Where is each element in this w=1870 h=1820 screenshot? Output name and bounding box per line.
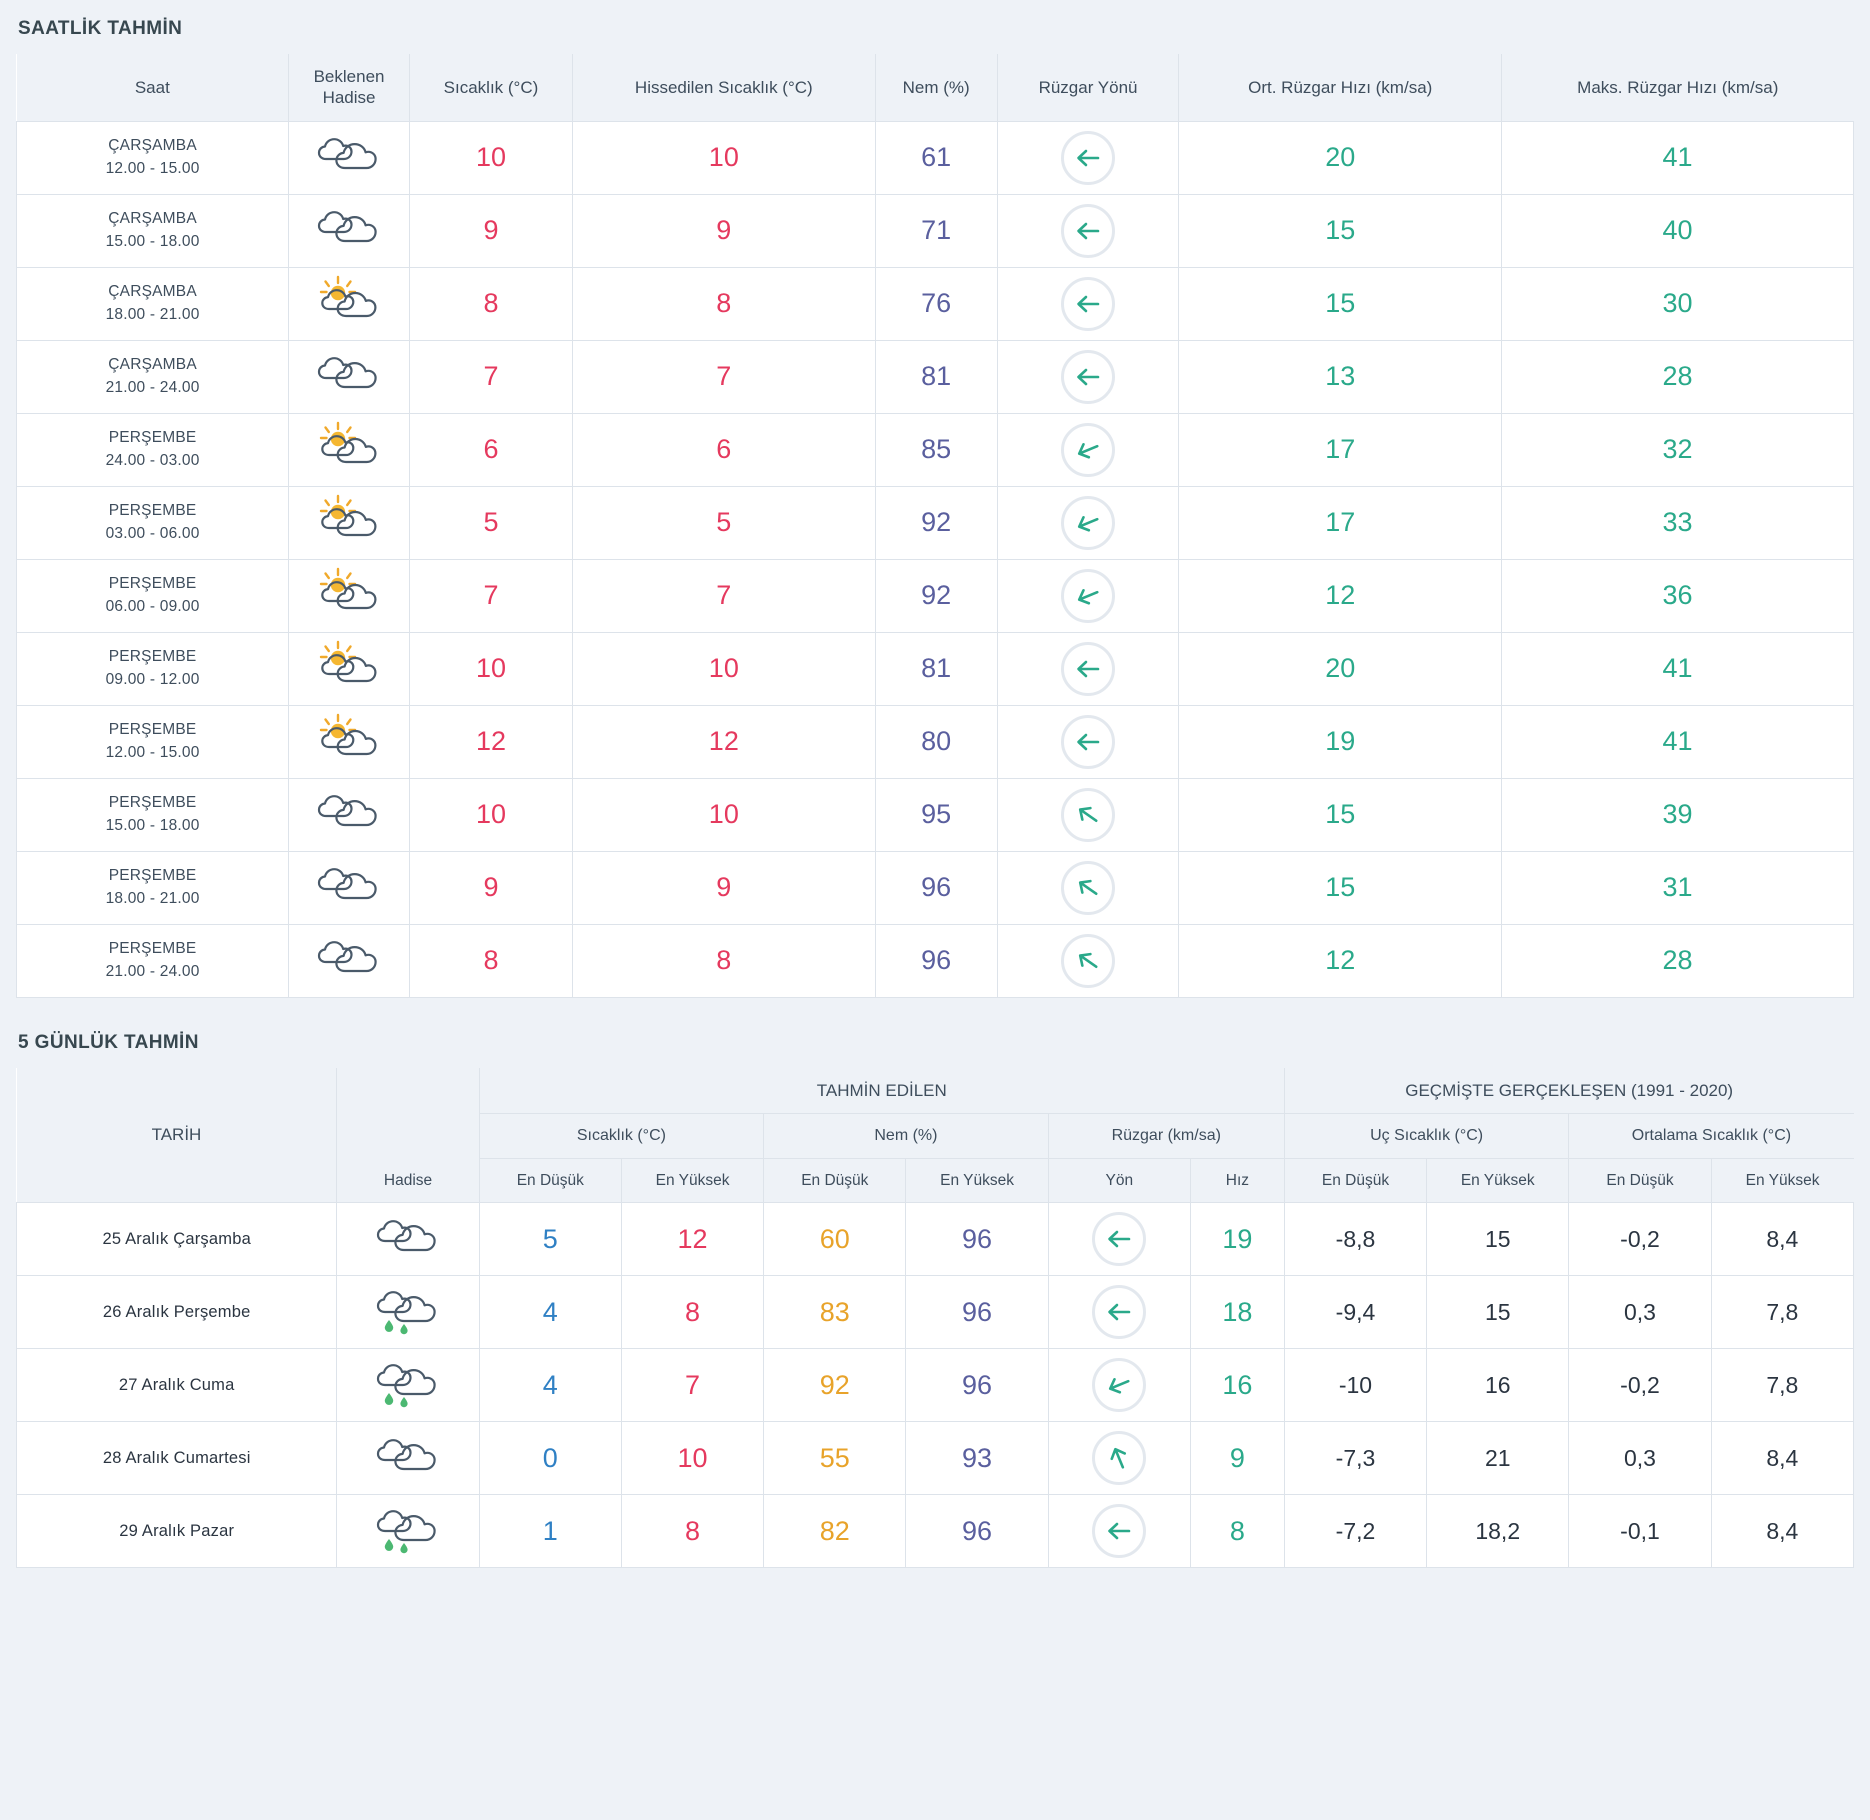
wind-direction-dial	[1092, 1212, 1146, 1266]
daily-date-cell: 26 Aralık Perşembe	[17, 1276, 337, 1349]
partly-sunny-icon	[312, 494, 386, 546]
wind-direction-dial	[1061, 642, 1115, 696]
table-row	[17, 1422, 1854, 1495]
hourly-range-label: 24.00 - 03.00	[105, 451, 200, 469]
hourly-range-label: 15.00 - 18.00	[105, 816, 200, 834]
table-row	[17, 778, 1854, 851]
header-time: Saat	[17, 54, 289, 121]
cloudy-icon	[312, 348, 386, 400]
header-temp-max: En Yüksek	[621, 1158, 763, 1202]
daily-humidity-max: 96	[906, 1203, 1048, 1276]
wind-direction-dial	[1092, 1358, 1146, 1412]
hourly-temperature: 8	[409, 924, 572, 997]
hourly-time-cell	[17, 924, 289, 997]
hourly-wind-average: 19	[1179, 705, 1502, 778]
wind-direction-dial	[1092, 1285, 1146, 1339]
daily-hist-mean-max: 7,8	[1711, 1349, 1853, 1422]
hourly-day-label: PERŞEMBE	[108, 940, 197, 958]
wind-direction-dial	[1061, 715, 1115, 769]
cloudy-icon	[312, 932, 386, 984]
header-hist-mean-min: En Düşük	[1569, 1158, 1711, 1202]
header-history-group: GEÇMİŞTE GERÇEKLEŞEN (1991 - 2020)	[1284, 1068, 1853, 1114]
hourly-event-cell	[289, 194, 410, 267]
hourly-day-label: PERŞEMBE	[108, 502, 197, 520]
hourly-temperature: 7	[409, 340, 572, 413]
hourly-event-cell	[289, 851, 410, 924]
hourly-time-cell	[17, 486, 289, 559]
hourly-wind-average: 17	[1179, 486, 1502, 559]
daily-hist-temp-min: -10	[1284, 1349, 1426, 1422]
hourly-feels-like: 9	[573, 851, 876, 924]
hourly-event-cell	[289, 486, 410, 559]
hourly-wind-average: 12	[1179, 559, 1502, 632]
daily-temp-max: 12	[621, 1203, 763, 1276]
hourly-feels-like: 10	[573, 121, 876, 194]
hourly-wind-max: 28	[1502, 340, 1854, 413]
hourly-forecast-table	[16, 54, 1854, 998]
hourly-wind-direction	[997, 121, 1179, 194]
wind-direction-dial	[1061, 861, 1115, 915]
daily-hist-temp-max: 21	[1427, 1422, 1569, 1495]
daily-humidity-max: 96	[906, 1495, 1048, 1568]
daily-temp-max: 8	[621, 1495, 763, 1568]
table-row	[17, 1349, 1854, 1422]
hourly-time-cell	[17, 705, 289, 778]
hourly-event-cell	[289, 924, 410, 997]
daily-hist-temp-max: 18,2	[1427, 1495, 1569, 1568]
daily-forecast-table	[16, 1068, 1854, 1569]
hourly-wind-max: 30	[1502, 267, 1854, 340]
hourly-range-label: 18.00 - 21.00	[105, 305, 200, 323]
hourly-humidity: 96	[875, 851, 997, 924]
hourly-feels-like: 7	[573, 559, 876, 632]
hourly-feels-like: 6	[573, 413, 876, 486]
daily-date-cell: 27 Aralık Cuma	[17, 1349, 337, 1422]
hourly-event-cell	[289, 121, 410, 194]
daily-hist-mean-max: 7,8	[1711, 1276, 1853, 1349]
daily-hist-temp-max: 16	[1427, 1349, 1569, 1422]
partly-sunny-icon	[312, 275, 386, 327]
hourly-range-label: 03.00 - 06.00	[105, 524, 200, 542]
daily-hist-mean-max: 8,4	[1711, 1495, 1853, 1568]
daily-wind-speed: 9	[1190, 1422, 1284, 1495]
daily-event-cell	[337, 1276, 479, 1349]
table-row	[17, 559, 1854, 632]
header-humidity-max: En Yüksek	[906, 1158, 1048, 1202]
table-row	[17, 1203, 1854, 1276]
hourly-range-label: 15.00 - 18.00	[105, 232, 200, 250]
hourly-wind-average: 13	[1179, 340, 1502, 413]
hourly-day-label: PERŞEMBE	[108, 648, 197, 666]
header-humidity-group: Nem (%)	[764, 1113, 1049, 1158]
daily-humidity-min: 60	[764, 1203, 906, 1276]
hourly-wind-max: 41	[1502, 121, 1854, 194]
hourly-event-cell	[289, 705, 410, 778]
hourly-day-label: PERŞEMBE	[108, 575, 197, 593]
hourly-temperature: 8	[409, 267, 572, 340]
wind-direction-dial	[1061, 788, 1115, 842]
table-row	[17, 851, 1854, 924]
hourly-day-label: ÇARŞAMBA	[108, 283, 197, 301]
hourly-time-cell	[17, 194, 289, 267]
hourly-wind-max: 41	[1502, 705, 1854, 778]
wind-direction-dial	[1061, 350, 1115, 404]
header-hist-temp-max: En Yüksek	[1427, 1158, 1569, 1202]
header-wind-speed: Hız	[1190, 1158, 1284, 1202]
hourly-feels-like: 10	[573, 778, 876, 851]
hourly-wind-direction	[997, 267, 1179, 340]
daily-hist-mean-max: 8,4	[1711, 1203, 1853, 1276]
daily-hist-temp-max: 15	[1427, 1276, 1569, 1349]
header-date: TARİH	[17, 1068, 337, 1203]
header-temperature: Sıcaklık (°C)	[409, 54, 572, 121]
daily-wind-speed: 19	[1190, 1203, 1284, 1276]
hourly-range-label: 18.00 - 21.00	[105, 889, 200, 907]
daily-wind-direction	[1048, 1203, 1190, 1276]
hourly-range-label: 12.00 - 15.00	[105, 159, 200, 177]
table-row	[17, 924, 1854, 997]
hourly-humidity: 81	[875, 632, 997, 705]
hourly-humidity: 92	[875, 559, 997, 632]
header-hist-temp-min: En Düşük	[1284, 1158, 1426, 1202]
hourly-feels-like: 5	[573, 486, 876, 559]
hourly-temperature: 10	[409, 632, 572, 705]
hourly-wind-direction	[997, 340, 1179, 413]
daily-event-cell	[337, 1203, 479, 1276]
hourly-feels-like: 8	[573, 924, 876, 997]
daily-event-cell	[337, 1495, 479, 1568]
hourly-feels-like: 12	[573, 705, 876, 778]
daily-hist-temp-min: -9,4	[1284, 1276, 1426, 1349]
daily-hist-temp-min: -8,8	[1284, 1203, 1426, 1276]
hourly-feels-like: 7	[573, 340, 876, 413]
daily-event-cell	[337, 1422, 479, 1495]
daily-hist-mean-min: 0,3	[1569, 1276, 1711, 1349]
cloudy-icon	[312, 859, 386, 911]
hourly-time-cell	[17, 340, 289, 413]
header-forecast-group: TAHMİN EDİLEN	[479, 1068, 1284, 1114]
hourly-day-label: PERŞEMBE	[108, 867, 197, 885]
hourly-humidity: 81	[875, 340, 997, 413]
table-row	[17, 486, 1854, 559]
hourly-wind-average: 17	[1179, 413, 1502, 486]
daily-temp-min: 4	[479, 1276, 621, 1349]
table-row	[17, 121, 1854, 194]
daily-humidity-min: 92	[764, 1349, 906, 1422]
hourly-time-cell	[17, 413, 289, 486]
table-row	[17, 632, 1854, 705]
hourly-event-cell	[289, 632, 410, 705]
hourly-wind-direction	[997, 413, 1179, 486]
header-hist-mean-max: En Yüksek	[1711, 1158, 1853, 1202]
header-extreme-temp-group: Uç Sıcaklık (°C)	[1284, 1113, 1569, 1158]
hourly-day-label: ÇARŞAMBA	[108, 356, 197, 374]
cloudy-icon	[312, 129, 386, 181]
partly-sunny-icon	[312, 421, 386, 473]
hourly-wind-average: 20	[1179, 632, 1502, 705]
hourly-humidity: 95	[875, 778, 997, 851]
hourly-wind-max: 40	[1502, 194, 1854, 267]
table-row	[17, 1276, 1854, 1349]
hourly-humidity: 85	[875, 413, 997, 486]
hourly-wind-max: 39	[1502, 778, 1854, 851]
hourly-temperature: 10	[409, 121, 572, 194]
hourly-event-cell	[289, 413, 410, 486]
hourly-humidity: 80	[875, 705, 997, 778]
hourly-day-label: PERŞEMBE	[108, 794, 197, 812]
daily-temp-max: 8	[621, 1276, 763, 1349]
header-mean-temp-group: Ortalama Sıcaklık (°C)	[1569, 1113, 1854, 1158]
wind-direction-dial	[1061, 131, 1115, 185]
hourly-event-cell	[289, 559, 410, 632]
header-wind-direction: Rüzgar Yönü	[997, 54, 1179, 121]
daily-wind-direction	[1048, 1422, 1190, 1495]
header-wind-dir: Yön	[1048, 1158, 1190, 1202]
header-event: Hadise	[337, 1158, 479, 1202]
daily-hist-mean-min: -0,2	[1569, 1349, 1711, 1422]
hourly-time-cell	[17, 121, 289, 194]
hourly-range-label: 09.00 - 12.00	[105, 670, 200, 688]
hourly-temperature: 5	[409, 486, 572, 559]
daily-date-cell: 29 Aralık Pazar	[17, 1495, 337, 1568]
wind-direction-dial	[1061, 934, 1115, 988]
daily-hist-mean-max: 8,4	[1711, 1422, 1853, 1495]
hourly-feels-like: 10	[573, 632, 876, 705]
hourly-time-cell	[17, 632, 289, 705]
hourly-time-cell	[17, 851, 289, 924]
hourly-wind-direction	[997, 924, 1179, 997]
hourly-wind-max: 33	[1502, 486, 1854, 559]
hourly-day-label: PERŞEMBE	[108, 429, 197, 447]
hourly-wind-max: 36	[1502, 559, 1854, 632]
rain-shower-icon	[371, 1284, 445, 1336]
hourly-section-title: SAATLİK TAHMİN	[18, 18, 183, 39]
daily-temp-min: 1	[479, 1495, 621, 1568]
hourly-time-cell	[17, 267, 289, 340]
table-row	[17, 340, 1854, 413]
hourly-wind-direction	[997, 705, 1179, 778]
hourly-wind-max: 32	[1502, 413, 1854, 486]
header-humidity-min: En Düşük	[764, 1158, 906, 1202]
daily-hist-temp-max: 15	[1427, 1203, 1569, 1276]
cloudy-icon	[312, 786, 386, 838]
hourly-wind-direction	[997, 486, 1179, 559]
daily-humidity-min: 82	[764, 1495, 906, 1568]
hourly-day-label: PERŞEMBE	[108, 721, 197, 739]
hourly-event-cell	[289, 340, 410, 413]
header-event-line1: Beklenen	[313, 67, 385, 86]
hourly-event-cell	[289, 778, 410, 851]
daily-wind-speed: 8	[1190, 1495, 1284, 1568]
daily-hist-mean-min: -0,2	[1569, 1203, 1711, 1276]
hourly-temperature: 7	[409, 559, 572, 632]
daily-hist-temp-min: -7,2	[1284, 1495, 1426, 1568]
hourly-humidity: 76	[875, 267, 997, 340]
hourly-event-cell	[289, 267, 410, 340]
hourly-temperature: 10	[409, 778, 572, 851]
hourly-humidity: 96	[875, 924, 997, 997]
hourly-wind-direction	[997, 778, 1179, 851]
daily-wind-direction	[1048, 1276, 1190, 1349]
hourly-wind-average: 15	[1179, 267, 1502, 340]
header-wind-max: Maks. Rüzgar Hızı (km/sa)	[1502, 54, 1854, 121]
header-temp-group: Sıcaklık (°C)	[479, 1113, 764, 1158]
header-event-line2: Hadise	[322, 88, 376, 108]
rain-shower-icon	[371, 1357, 445, 1409]
partly-sunny-icon	[312, 567, 386, 619]
hourly-wind-average: 20	[1179, 121, 1502, 194]
wind-direction-dial	[1092, 1431, 1146, 1485]
hourly-range-label: 21.00 - 24.00	[105, 378, 200, 396]
cloudy-icon	[371, 1211, 445, 1263]
header-event	[289, 54, 410, 121]
daily-humidity-max: 96	[906, 1349, 1048, 1422]
daily-event-cell	[337, 1349, 479, 1422]
hourly-wind-direction	[997, 851, 1179, 924]
daily-wind-speed: 16	[1190, 1349, 1284, 1422]
hourly-time-cell	[17, 559, 289, 632]
wind-direction-dial	[1061, 569, 1115, 623]
header-humidity: Nem (%)	[875, 54, 997, 121]
header-wind-average: Ort. Rüzgar Hızı (km/sa)	[1179, 54, 1502, 121]
hourly-wind-average: 12	[1179, 924, 1502, 997]
hourly-feels-like: 8	[573, 267, 876, 340]
hourly-wind-direction	[997, 632, 1179, 705]
hourly-feels-like: 9	[573, 194, 876, 267]
hourly-wind-direction	[997, 194, 1179, 267]
hourly-wind-max: 28	[1502, 924, 1854, 997]
daily-wind-direction	[1048, 1495, 1190, 1568]
hourly-range-label: 21.00 - 24.00	[105, 962, 200, 980]
hourly-temperature: 9	[409, 194, 572, 267]
hourly-temperature: 9	[409, 851, 572, 924]
daily-temp-max: 7	[621, 1349, 763, 1422]
daily-temp-max: 10	[621, 1422, 763, 1495]
wind-direction-dial	[1061, 423, 1115, 477]
daily-humidity-max: 96	[906, 1276, 1048, 1349]
hourly-wind-average: 15	[1179, 778, 1502, 851]
daily-temp-min: 0	[479, 1422, 621, 1495]
cloudy-icon	[371, 1430, 445, 1482]
daily-humidity-max: 93	[906, 1422, 1048, 1495]
header-feels-like: Hissedilen Sıcaklık (°C)	[573, 54, 876, 121]
daily-date-cell: 28 Aralık Cumartesi	[17, 1422, 337, 1495]
daily-wind-speed: 18	[1190, 1276, 1284, 1349]
partly-sunny-icon	[312, 713, 386, 765]
hourly-time-cell	[17, 778, 289, 851]
daily-humidity-min: 55	[764, 1422, 906, 1495]
hourly-range-label: 12.00 - 15.00	[105, 743, 200, 761]
hourly-wind-max: 41	[1502, 632, 1854, 705]
daily-humidity-min: 83	[764, 1276, 906, 1349]
hourly-range-label: 06.00 - 09.00	[105, 597, 200, 615]
daily-header-row-groups	[17, 1068, 1854, 1114]
hourly-humidity: 61	[875, 121, 997, 194]
daily-section-title: 5 GÜNLÜK TAHMİN	[18, 1031, 199, 1053]
partly-sunny-icon	[312, 640, 386, 692]
table-row	[17, 413, 1854, 486]
hourly-wind-average: 15	[1179, 851, 1502, 924]
hourly-temperature: 6	[409, 413, 572, 486]
wind-direction-dial	[1061, 277, 1115, 331]
hourly-day-label: ÇARŞAMBA	[108, 137, 197, 155]
hourly-humidity: 71	[875, 194, 997, 267]
hourly-day-label: ÇARŞAMBA	[108, 210, 197, 228]
daily-temp-min: 4	[479, 1349, 621, 1422]
hourly-wind-max: 31	[1502, 851, 1854, 924]
table-row	[17, 267, 1854, 340]
table-row	[17, 1495, 1854, 1568]
hourly-wind-average: 15	[1179, 194, 1502, 267]
daily-date-cell: 25 Aralık Çarşamba	[17, 1203, 337, 1276]
daily-wind-direction	[1048, 1349, 1190, 1422]
daily-hist-mean-min: 0,3	[1569, 1422, 1711, 1495]
hourly-humidity: 92	[875, 486, 997, 559]
rain-shower-icon	[371, 1503, 445, 1555]
daily-hist-temp-min: -7,3	[1284, 1422, 1426, 1495]
header-event-spacer	[337, 1068, 479, 1159]
cloudy-icon	[312, 202, 386, 254]
header-temp-min: En Düşük	[479, 1158, 621, 1202]
wind-direction-dial	[1061, 204, 1115, 258]
hourly-wind-direction	[997, 559, 1179, 632]
table-row	[17, 705, 1854, 778]
wind-direction-dial	[1092, 1504, 1146, 1558]
daily-hist-mean-min: -0,1	[1569, 1495, 1711, 1568]
hourly-header-row	[17, 54, 1854, 121]
table-row	[17, 194, 1854, 267]
wind-direction-dial	[1061, 496, 1115, 550]
daily-temp-min: 5	[479, 1203, 621, 1276]
hourly-temperature: 12	[409, 705, 572, 778]
header-wind-group: Rüzgar (km/sa)	[1048, 1113, 1284, 1158]
